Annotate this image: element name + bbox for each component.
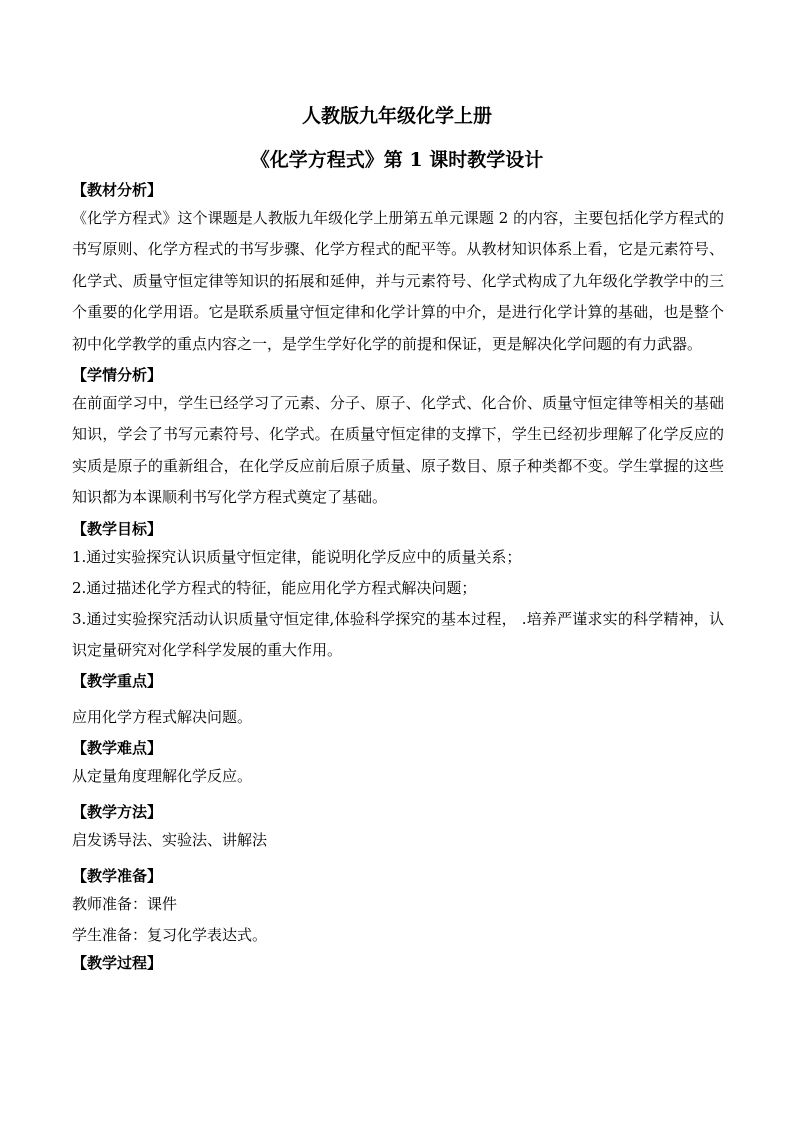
difficulties-text: 从定量角度理解化学反应。 <box>72 767 253 786</box>
section-heading-methods: 【教学方法】 <box>72 803 163 822</box>
document-subtitle: 《化学方程式》第 1 课时教学设计 <box>250 149 544 171</box>
objective-item-3: 3.通过实验探究活动认识质量守恒定律,体验科学探究的基本过程， .培养严谨求实的科学精神，认识定量研究对化学科学发展的重大作用。 <box>72 609 724 660</box>
objective-item-1: 1.通过实验探究认识质量守恒定律，能说明化学反应中的质量关系； <box>72 547 522 566</box>
material-analysis-text: 《化学方程式》这个课题是人教版九年级化学上册第五单元课题 2 的内容，主要包括化学方程式的书写原则、化学方程式的书写步骤、化学方程式的配平等。从教材知识体系上看，它是元素符号、化学式、质量守恒定律等知识的拓展和延伸，并与元素符号、化学式构成了九年级化学教学中的三个重要的化学用语。它是联系质量守恒定律和化学计算的中介，是进行化学计算的基础，也是整个初中化学教学的重点内容之一，是学生学好化学的前提和保证，更是解决化学问题的有力武器。 <box>72 209 724 353</box>
section-heading-preparation: 【教学准备】 <box>72 867 163 886</box>
section-heading-difficulties: 【教学难点】 <box>72 739 163 758</box>
preparation-teacher-text: 教师准备：课件 <box>72 895 178 914</box>
document-title: 人教版九年级化学上册 <box>301 105 492 127</box>
document-body <box>72 178 724 976</box>
section-heading-process: 【教学过程】 <box>72 954 163 973</box>
preparation-student-text: 学生准备：复习化学表达式。 <box>72 926 268 945</box>
section-heading-objectives: 【教学目标】 <box>72 519 163 538</box>
student-analysis-text: 在前面学习中，学生已经学习了元素、分子、原子、化学式、化合价、质量守恒定律等相关的基础知识，学会了书写元素符号、化学式。在质量守恒定律的支撑下，学生已经初步理解了化学反应的实质是原子的重新组合，在化学反应前后原子质量、原子数目、原子种类都不变。学生掌握的这些知识都为本课顺利书写化学方程式奠定了基础。 <box>72 394 724 507</box>
section-heading-student-analysis: 【学情分析】 <box>72 366 163 385</box>
methods-text: 启发诱导法、实验法、讲解法 <box>72 831 268 850</box>
section-heading-key-points: 【教学重点】 <box>72 672 163 691</box>
objective-item-2: 2.通过描述化学方程式的特征，能应用化学方程式解决问题； <box>72 578 477 597</box>
section-heading-material-analysis: 【教材分析】 <box>72 181 163 199</box>
key-points-text: 应用化学方程式解决问题。 <box>72 708 253 727</box>
